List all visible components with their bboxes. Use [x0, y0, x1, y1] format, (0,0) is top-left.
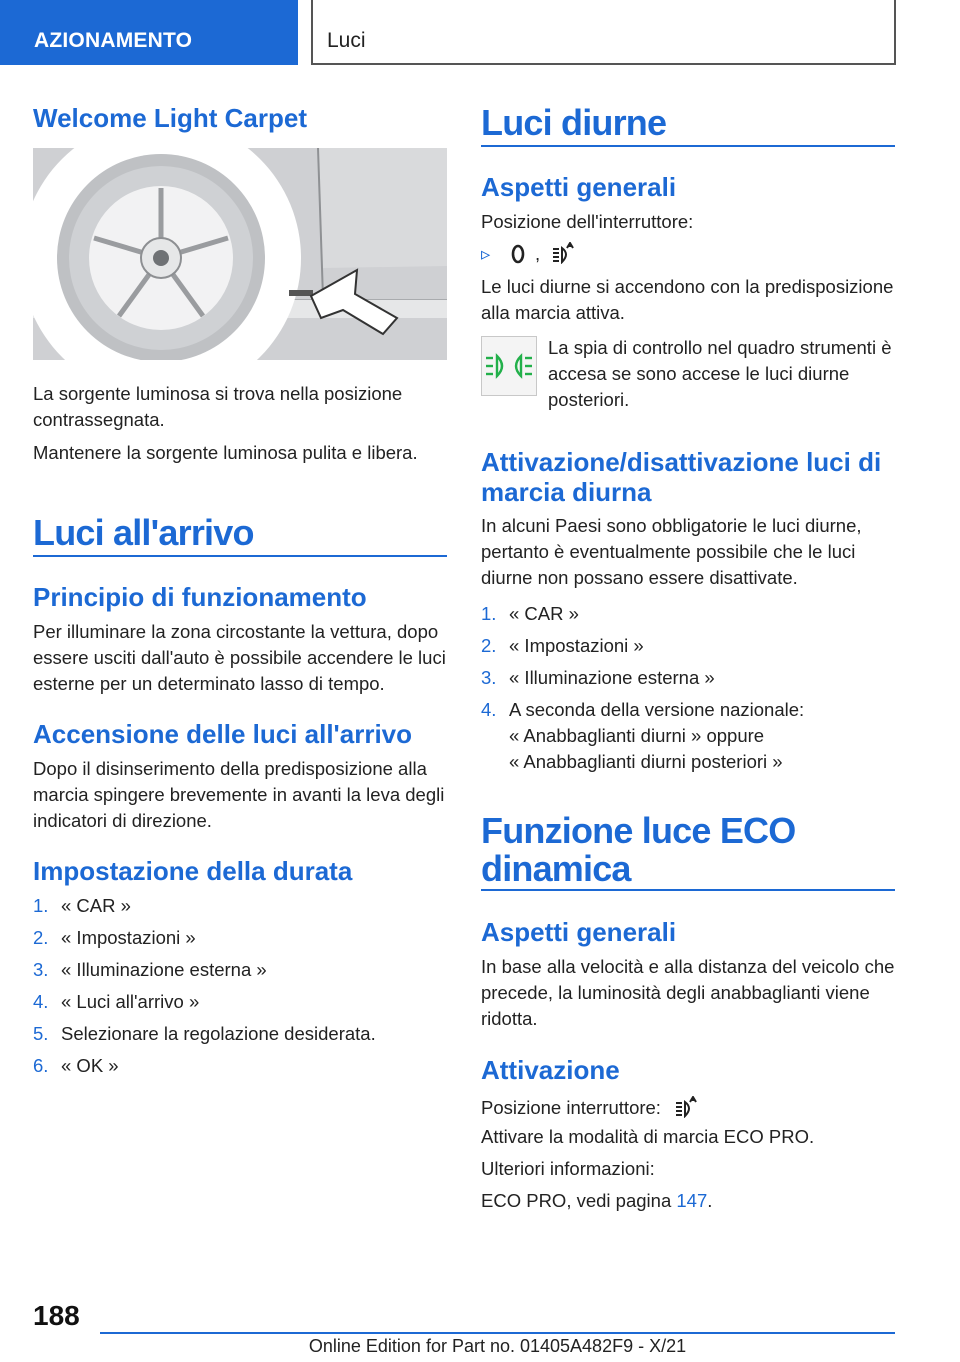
pos-interruttore-label: Posizione interruttore:: [481, 1097, 661, 1118]
list-item: 2. « Impostazioni »: [33, 927, 196, 948]
spia-paragraph: La spia di controllo nel quadro strumenti è accesa se sono accese le luci diurne posteriori.: [548, 337, 892, 410]
arrivo-heading: Luci all'arrivo: [33, 512, 254, 553]
accensione-paragraph: Dopo il disinserimento della predisposizione alla marcia spingere brevemente in avanti la leva degli indicatori di direzione.: [33, 758, 445, 831]
accensione-heading: Accensione delle luci all'arrivo: [33, 719, 413, 749]
wlc-heading: Welcome Light Carpet: [33, 103, 308, 133]
list-item: 1. « CAR »: [33, 895, 131, 916]
eco-ref-text: ECO PRO, vedi pagina: [481, 1190, 677, 1211]
list-item: 5. Selezionare la regolazione desiderata.: [33, 1023, 376, 1044]
eco-paragraph-3: Ulteriori informazioni:: [481, 1158, 655, 1179]
chapter-title: Luci: [327, 29, 366, 52]
bullet: ▹: [481, 243, 491, 264]
list-item: 4. A seconda della versione nazionale: « Anabbaglianti diurni » oppure « Anabbaglianti diurni posteriori »: [481, 699, 805, 772]
chapter-box: [311, 0, 896, 65]
eco-paragraph: In base alla velocità e alla distanza del veicolo che precede, la luminosità degli anabbaglianti viene ridotta.: [481, 956, 895, 1029]
aspetti-heading: Aspetti generali: [481, 172, 677, 202]
pos-interruttore-row: [481, 1092, 895, 1121]
eco-rule: [481, 889, 895, 891]
section-tab: [0, 0, 298, 65]
posizione-label: Posizione dell'interruttore:: [481, 211, 694, 232]
wlc-paragraph-2: Mantenere la sorgente luminosa pulita e libera.: [33, 442, 418, 463]
eco-aspetti-heading: Aspetti generali: [481, 917, 677, 947]
eco-paragraph-2: Attivare la modalità di marcia ECO PRO.: [481, 1126, 815, 1147]
principio-heading: Principio di funzionamento: [33, 582, 367, 612]
list-item: 3. « Illuminazione esterna »: [481, 667, 715, 688]
wlc-paragraph-1: La sorgente luminosa si trova nella posizione contrassegnata.: [33, 383, 403, 430]
durata-heading: Impostazione della durata: [33, 856, 353, 886]
eco-ref-row: ECO PRO, vedi pagina 147.: [481, 1190, 713, 1211]
list-item: 6. « OK »: [33, 1055, 119, 1076]
durata-steps: [33, 893, 447, 1085]
list-item: 1. « CAR »: [481, 603, 579, 624]
section-title: AZIONAMENTO: [34, 29, 193, 52]
separator: ,: [535, 243, 541, 264]
list-item: 3. « Illuminazione esterna »: [33, 959, 267, 980]
attivazione-heading: Attivazione: [481, 1055, 620, 1085]
arrivo-rule: [33, 555, 447, 557]
principio-paragraph: Per illuminare la zona circostante la vettura, dopo essere usciti dall'auto è possibile accendere le luci esterne per un determinato lasso di tempo.: [33, 621, 446, 694]
auto-headlight-icon: [674, 1096, 700, 1118]
footer-rule: [100, 1332, 895, 1334]
attivazione-disattivazione-heading: Attivazione/disattivazione luci di marcia diurna: [481, 447, 882, 507]
switch-positions-row: [481, 241, 895, 271]
diurne-paragraph: Le luci diurne si accendono con la predisposizione alla marcia attiva.: [481, 276, 894, 323]
daytime-lights-indicator-icon: [481, 336, 537, 396]
list-item: 4. « Luci all'arrivo »: [33, 991, 200, 1012]
zero-position-icon: [511, 244, 525, 264]
page-number: 188: [33, 1300, 80, 1331]
list-item: 2. « Impostazioni »: [481, 635, 644, 656]
attivazione-paragraph: In alcuni Paesi sono obbligatorie le luci diurne, pertanto è eventualmente possibile che le luci diurne non possano essere disattivate.: [481, 515, 862, 588]
diurne-rule: [481, 145, 895, 147]
auto-headlight-icon: [551, 242, 577, 264]
page-147-link[interactable]: 147: [676, 1190, 708, 1211]
attiv-steps: [481, 601, 895, 781]
diurne-heading: Luci diurne: [481, 102, 667, 143]
footer-edition: Online Edition for Part no. 01405A482F9 - X/21: [308, 1336, 687, 1356]
car-wheel-illustration: [33, 148, 447, 360]
eco-heading: Funzione luce ECO dinamica: [481, 810, 796, 889]
